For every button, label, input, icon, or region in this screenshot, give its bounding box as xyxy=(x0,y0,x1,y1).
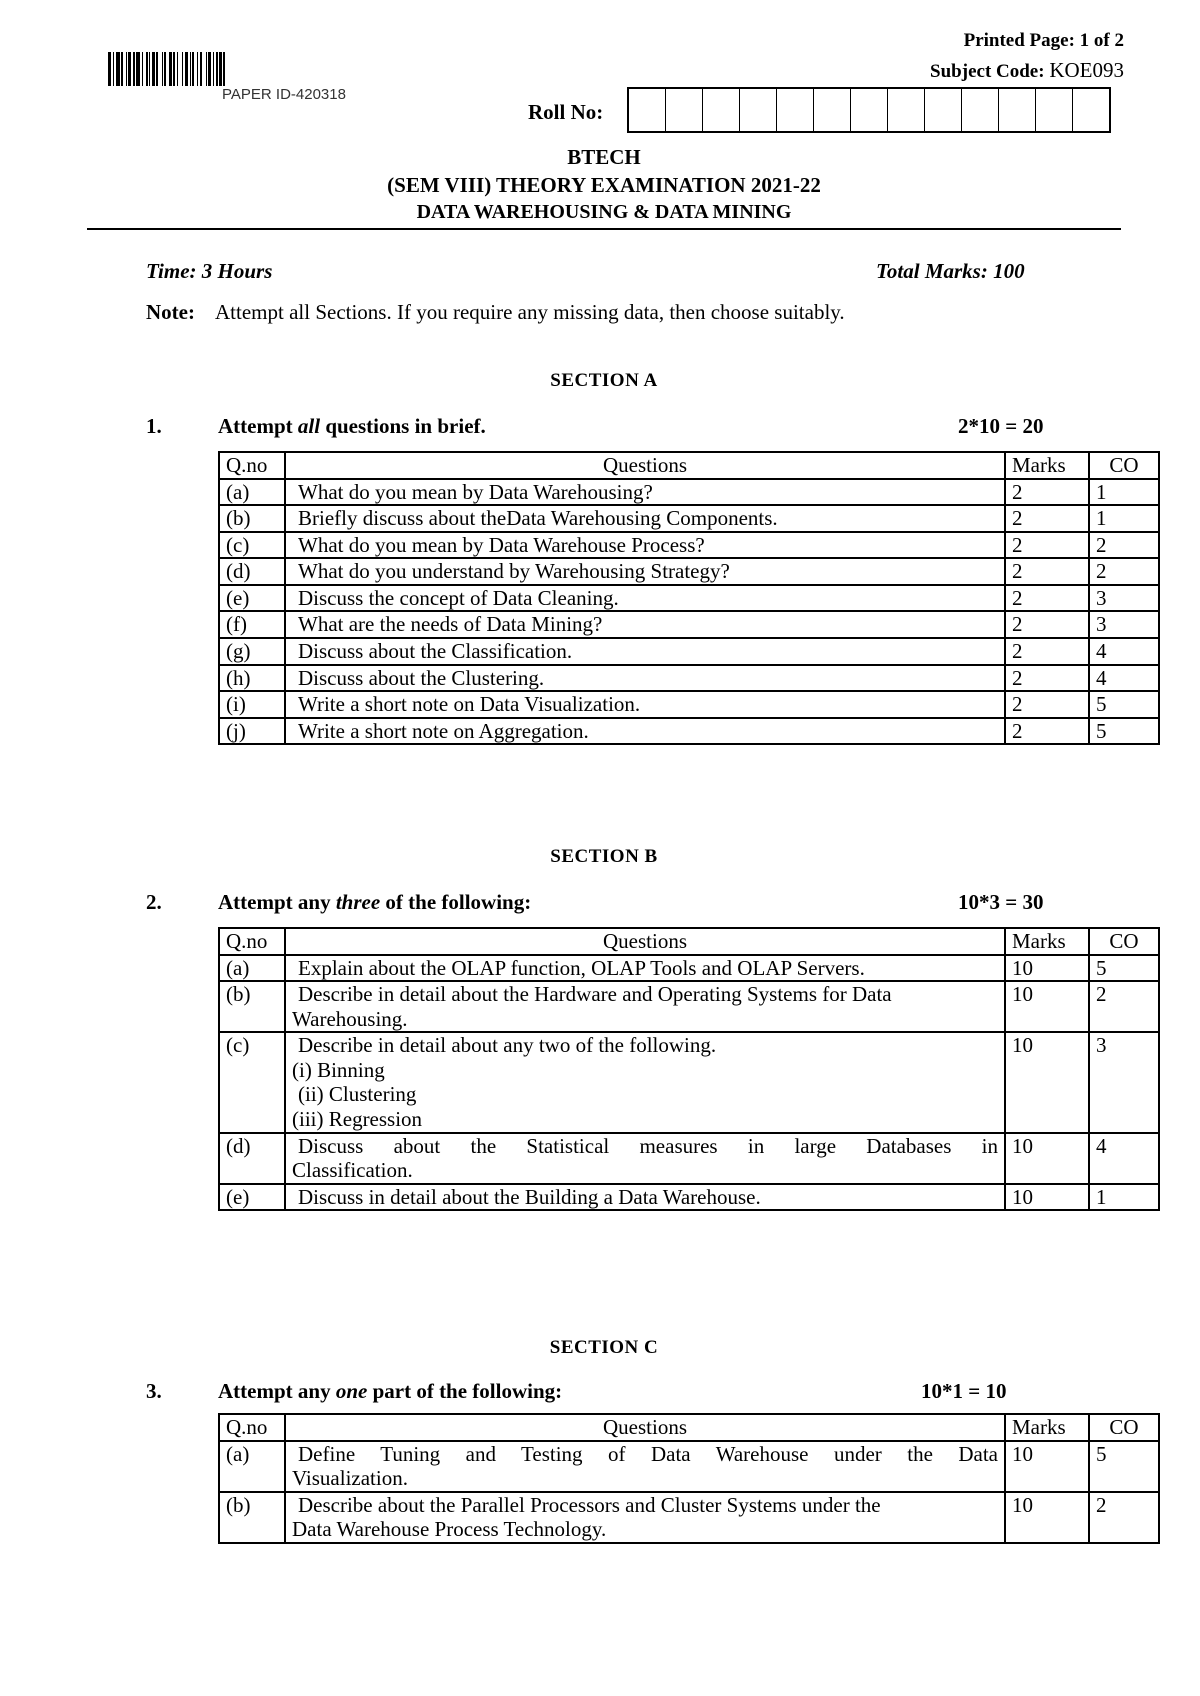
table-header-row xyxy=(219,1414,1159,1441)
table-row xyxy=(219,981,1159,1032)
header-qno: Q.no xyxy=(219,452,285,479)
table-row xyxy=(219,1184,1159,1211)
row-question: Briefly discuss about theData Warehousing Components. xyxy=(285,505,1005,532)
section-b-heading: SECTION B xyxy=(550,846,658,867)
row-marks: 10 xyxy=(1005,1492,1089,1543)
row-marks: 2 xyxy=(1005,691,1089,718)
row-marks: 2 xyxy=(1005,532,1089,559)
row-qno: (d) xyxy=(219,1133,285,1184)
header-co: CO xyxy=(1089,452,1159,479)
row-marks: 2 xyxy=(1005,585,1089,612)
row-question: What do you mean by Data Warehouse Process? xyxy=(285,532,1005,559)
header-questions: Questions xyxy=(285,928,1005,955)
row-qno: (c) xyxy=(219,532,285,559)
row-marks: 2 xyxy=(1005,665,1089,692)
row-question: Discuss in detail about the Building a Data Warehouse. xyxy=(285,1184,1005,1211)
barcode xyxy=(108,52,468,86)
row-question-line: Discuss about the Statistical measures in large Databases in xyxy=(298,1133,998,1158)
instruction-text: Attempt xyxy=(218,414,293,438)
row-marks: 10 xyxy=(1005,981,1089,1032)
row-question-line: Visualization. xyxy=(292,1466,408,1491)
row-co: 1 xyxy=(1089,1184,1159,1211)
row-marks: 10 xyxy=(1005,1032,1089,1132)
row-co: 5 xyxy=(1089,718,1159,745)
row-qno: (a) xyxy=(219,955,285,982)
time-label: Time: 3 Hours xyxy=(146,259,273,283)
roll-no-box[interactable] xyxy=(703,89,740,131)
row-question: What do you mean by Data Warehousing? xyxy=(285,479,1005,506)
row-co: 2 xyxy=(1089,981,1159,1032)
row-marks: 2 xyxy=(1005,611,1089,638)
roll-no-box[interactable] xyxy=(666,89,703,131)
roll-no-box[interactable] xyxy=(851,89,888,131)
row-co: 1 xyxy=(1089,479,1159,506)
question-1-marks: 2*10 = 20 xyxy=(958,414,1044,438)
row-marks: 2 xyxy=(1005,718,1089,745)
roll-no-box[interactable] xyxy=(1073,89,1109,131)
instruction-text: part of the following: xyxy=(372,1379,563,1403)
sub-item: (iii) Regression xyxy=(292,1106,423,1131)
row-qno: (a) xyxy=(219,479,285,506)
subject-title: DATA WAREHOUSING & DATA MINING xyxy=(416,201,792,223)
row-qno: (a) xyxy=(219,1441,285,1492)
header-co: CO xyxy=(1089,928,1159,955)
row-co: 4 xyxy=(1089,1133,1159,1184)
row-co: 2 xyxy=(1089,558,1159,585)
header-marks: Marks xyxy=(1005,452,1089,479)
row-marks: 2 xyxy=(1005,505,1089,532)
row-question xyxy=(285,1032,1005,1132)
instruction-text: questions in brief. xyxy=(325,414,486,438)
table-row xyxy=(219,505,1159,532)
header-questions: Questions xyxy=(285,1414,1005,1441)
header-divider xyxy=(87,228,1121,230)
header-qno: Q.no xyxy=(219,1414,285,1441)
row-question-line: Describe in detail about the Hardware and Operating Systems for Data xyxy=(298,982,892,1007)
row-co: 5 xyxy=(1089,1441,1159,1492)
row-qno: (f) xyxy=(219,611,285,638)
row-marks: 2 xyxy=(1005,558,1089,585)
roll-no-box[interactable] xyxy=(999,89,1036,131)
row-qno: (e) xyxy=(219,585,285,612)
row-marks: 10 xyxy=(1005,955,1089,982)
question-3-instruction xyxy=(218,1379,562,1404)
roll-no-box[interactable] xyxy=(629,89,666,131)
table-row xyxy=(219,1133,1159,1184)
table-row xyxy=(219,691,1159,718)
question-2-instruction xyxy=(218,890,531,915)
row-question xyxy=(285,981,1005,1032)
paper-id: PAPER ID-420318 xyxy=(222,86,346,103)
table-row xyxy=(219,532,1159,559)
table-row xyxy=(219,585,1159,612)
total-marks-label: Total Marks: 100 xyxy=(876,259,1025,283)
note-label: Note: xyxy=(146,300,195,324)
exam-title: (SEM VIII) THEORY EXAMINATION 2021-22 xyxy=(387,173,821,197)
section-c-table xyxy=(218,1413,1160,1544)
roll-no-box[interactable] xyxy=(962,89,999,131)
section-c-heading: SECTION C xyxy=(549,1337,659,1358)
table-row xyxy=(219,1441,1159,1492)
row-question xyxy=(285,1133,1005,1184)
row-question-line: Classification. xyxy=(292,1158,413,1183)
row-qno: (i) xyxy=(219,691,285,718)
header-marks: Marks xyxy=(1005,1414,1089,1441)
roll-no-label: Roll No: xyxy=(528,100,604,124)
row-qno: (g) xyxy=(219,638,285,665)
sub-item: (ii) Clustering xyxy=(298,1082,417,1107)
roll-no-box[interactable] xyxy=(740,89,777,131)
table-row xyxy=(219,1032,1159,1132)
table-header-row xyxy=(219,928,1159,955)
instruction-emphasis: all xyxy=(297,414,321,438)
table-row xyxy=(219,1492,1159,1543)
instruction-emphasis: three xyxy=(335,890,381,914)
row-question-line: Warehousing. xyxy=(292,1006,408,1031)
question-3-number: 3. xyxy=(146,1379,162,1403)
row-co: 2 xyxy=(1089,532,1159,559)
table-row xyxy=(219,955,1159,982)
row-qno: (j) xyxy=(219,718,285,745)
row-co: 2 xyxy=(1089,1492,1159,1543)
row-question: Discuss about the Classification. xyxy=(285,638,1005,665)
question-3-marks: 10*1 = 10 xyxy=(921,1379,1007,1403)
table-row xyxy=(219,558,1159,585)
row-question-line: Describe about the Parallel Processors and Cluster Systems under the xyxy=(298,1492,881,1517)
row-marks: 2 xyxy=(1005,638,1089,665)
section-a-heading: SECTION A xyxy=(550,370,658,391)
table-row xyxy=(219,638,1159,665)
instruction-text: Attempt any xyxy=(218,890,331,914)
roll-no-box[interactable] xyxy=(925,89,962,131)
subject-code-value: KOE093 xyxy=(1049,58,1124,82)
row-co: 5 xyxy=(1089,955,1159,982)
row-qno: (d) xyxy=(219,558,285,585)
degree-title: BTECH xyxy=(567,145,641,169)
row-question: Explain about the OLAP function, OLAP Tools and OLAP Servers. xyxy=(285,955,1005,982)
row-marks: 10 xyxy=(1005,1184,1089,1211)
row-qno: (b) xyxy=(219,1492,285,1543)
row-marks: 10 xyxy=(1005,1133,1089,1184)
row-question: What are the needs of Data Mining? xyxy=(285,611,1005,638)
row-qno: (b) xyxy=(219,505,285,532)
question-2-number: 2. xyxy=(146,890,162,914)
barcode-bar xyxy=(225,52,229,86)
row-marks: 10 xyxy=(1005,1441,1089,1492)
roll-no-boxes[interactable] xyxy=(627,87,1111,133)
row-question-line: Describe in detail about any two of the following. xyxy=(298,1033,717,1058)
row-co: 3 xyxy=(1089,585,1159,612)
row-qno: (h) xyxy=(219,665,285,692)
row-question: Write a short note on Data Visualization. xyxy=(285,691,1005,718)
header-qno: Q.no xyxy=(219,928,285,955)
table-row xyxy=(219,665,1159,692)
note-text: Attempt all Sections. If you require any missing data, then choose suitably. xyxy=(215,300,845,324)
row-co: 5 xyxy=(1089,691,1159,718)
row-qno: (c) xyxy=(219,1032,285,1132)
sub-item: (i) Binning xyxy=(292,1057,385,1082)
row-question: Discuss about the Clustering. xyxy=(285,665,1005,692)
question-1-instruction xyxy=(218,414,486,439)
instruction-text: Attempt any xyxy=(218,1379,331,1403)
question-1-number: 1. xyxy=(146,414,162,438)
row-question xyxy=(285,1492,1005,1543)
row-question: What do you understand by Warehousing Strategy? xyxy=(285,558,1005,585)
table-row xyxy=(219,718,1159,745)
header-co: CO xyxy=(1089,1414,1159,1441)
roll-no-box[interactable] xyxy=(814,89,851,131)
row-question-line: Define Tuning and Testing of Data Warehouse under the Data xyxy=(298,1441,998,1466)
section-b-table xyxy=(218,927,1160,1211)
row-qno: (b) xyxy=(219,981,285,1032)
row-co: 1 xyxy=(1089,505,1159,532)
row-co: 3 xyxy=(1089,611,1159,638)
row-qno: (e) xyxy=(219,1184,285,1211)
row-question-line: Data Warehouse Process Technology. xyxy=(292,1517,607,1542)
table-row xyxy=(219,479,1159,506)
subject-code xyxy=(930,58,1124,83)
section-a-table xyxy=(218,451,1160,745)
row-marks: 2 xyxy=(1005,479,1089,506)
subject-code-label: Subject Code: xyxy=(930,61,1045,82)
instruction-text: of the following: xyxy=(385,890,532,914)
question-2-marks: 10*3 = 30 xyxy=(958,890,1044,914)
row-question xyxy=(285,1441,1005,1492)
table-row xyxy=(219,611,1159,638)
row-co: 4 xyxy=(1089,638,1159,665)
header-marks: Marks xyxy=(1005,928,1089,955)
roll-no-box[interactable] xyxy=(777,89,814,131)
row-question: Discuss the concept of Data Cleaning. xyxy=(285,585,1005,612)
header-questions: Questions xyxy=(285,452,1005,479)
printed-page: Printed Page: 1 of 2 xyxy=(963,30,1124,51)
row-co: 4 xyxy=(1089,665,1159,692)
table-header-row xyxy=(219,452,1159,479)
roll-no-box[interactable] xyxy=(888,89,925,131)
row-co: 3 xyxy=(1089,1032,1159,1132)
instruction-emphasis: one xyxy=(335,1379,368,1403)
row-question: Write a short note on Aggregation. xyxy=(285,718,1005,745)
roll-no-box[interactable] xyxy=(1036,89,1073,131)
